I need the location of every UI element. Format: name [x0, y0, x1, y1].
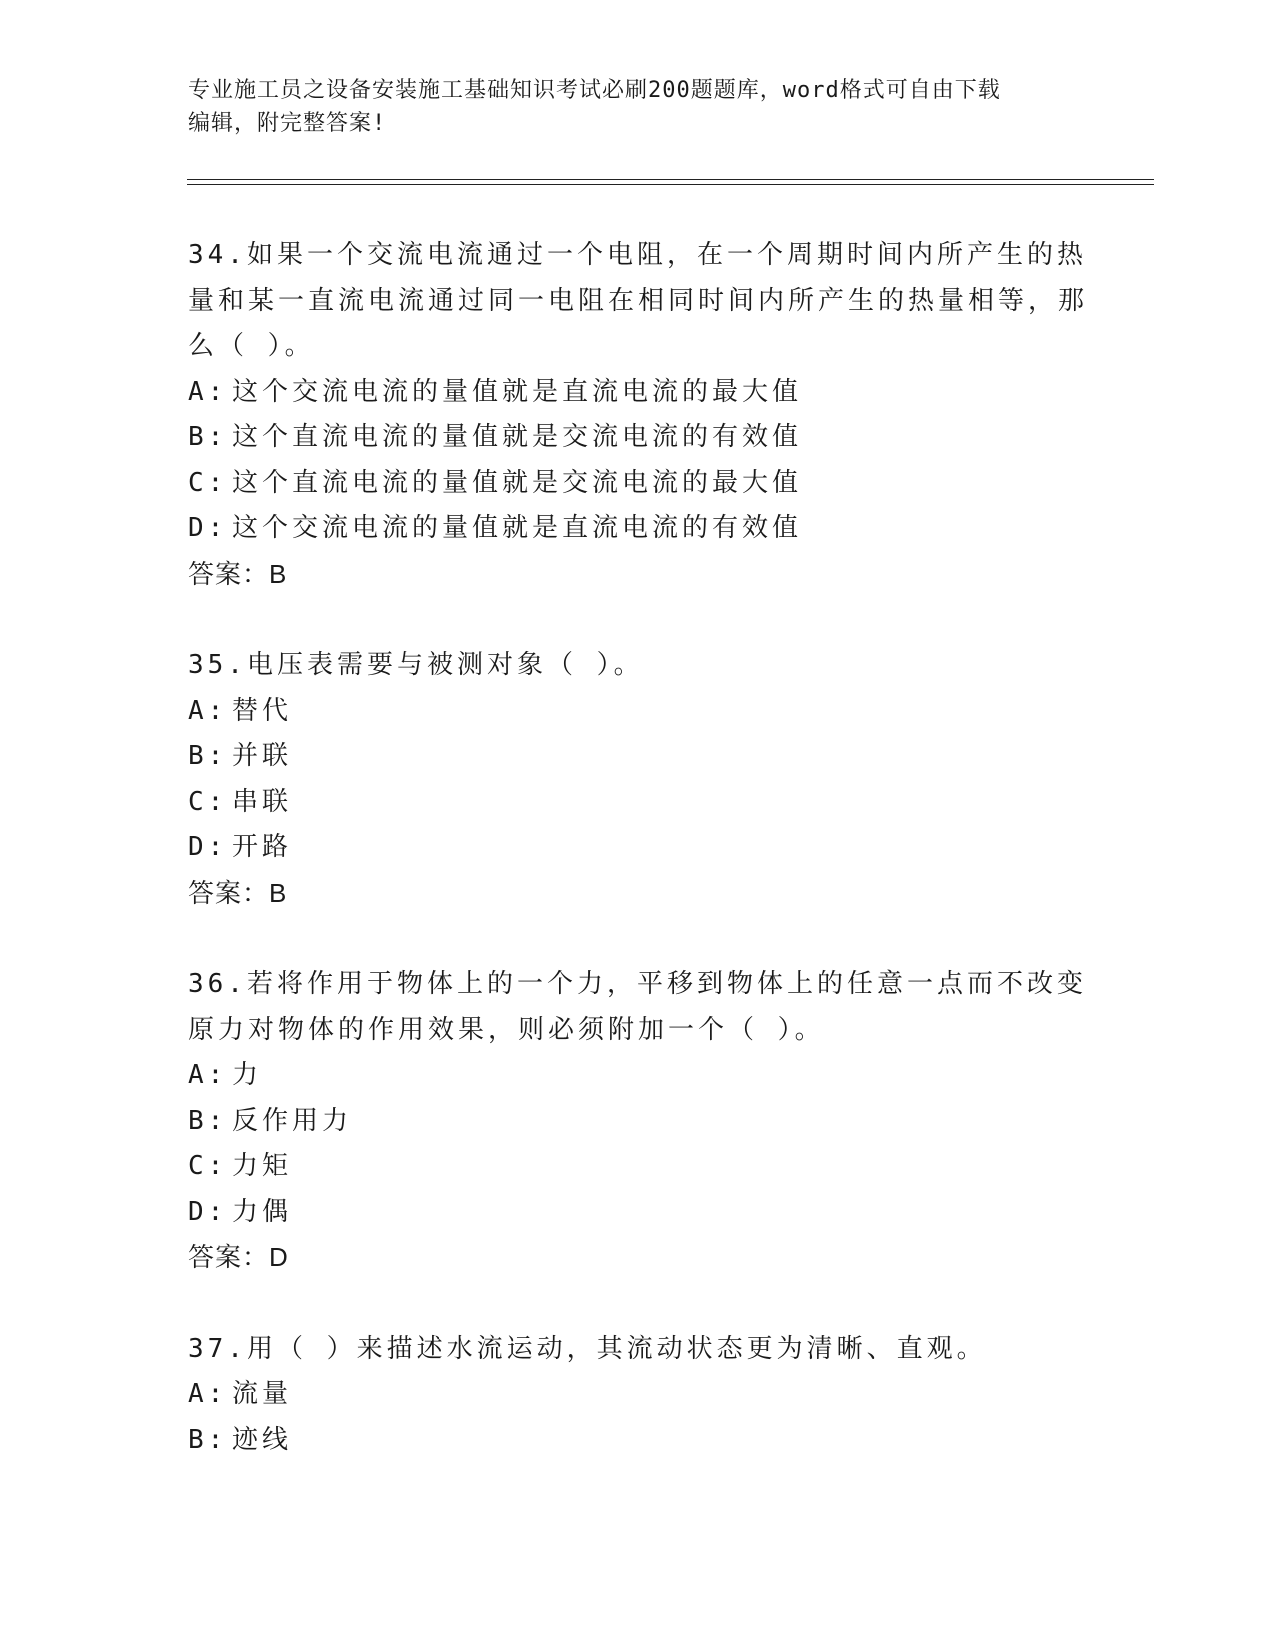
- option-text: 力矩: [232, 1151, 293, 1181]
- header-title-line-1: 专业施工员之设备安装施工基础知识考试必刷200题题库，word格式可自由下载: [188, 78, 1001, 103]
- question-text: 用（ ）来描述水流运动，其流动状态更为清晰、直观。: [246, 1333, 987, 1364]
- option-letter: B:: [188, 1105, 228, 1136]
- question-number: 37.: [188, 1333, 247, 1364]
- option-text: 迹线: [232, 1424, 293, 1455]
- question-text: 若将作用于物体上的一个力，平移到物体上的任意一点而不改变原力对物体的作用效果，则必须附加一个（ ）。: [188, 969, 1087, 1045]
- question-stem: [188, 643, 1088, 689]
- option-letter: A:: [188, 695, 228, 726]
- question-36: [188, 962, 1088, 1281]
- option-letter: A:: [188, 1379, 228, 1409]
- option-d: [188, 1190, 1088, 1236]
- option-list: [188, 689, 1088, 871]
- option-text: 串联: [232, 786, 293, 817]
- option-letter: D:: [188, 513, 228, 543]
- question-number: 36.: [188, 969, 247, 999]
- option-text: 力: [232, 1060, 263, 1090]
- question-list: [188, 233, 1088, 1509]
- option-text: 这个直流电流的量值就是交流电流的有效值: [232, 422, 803, 452]
- header-divider-top: [187, 179, 1154, 180]
- option-text: 这个直流电流的量值就是交流电流的最大值: [232, 467, 803, 498]
- question-number: 34.: [188, 240, 247, 270]
- option-c: [188, 1144, 1088, 1190]
- option-list: [188, 370, 1088, 552]
- document-header: [188, 74, 1088, 140]
- option-letter: B:: [188, 422, 228, 452]
- option-text: 流量: [232, 1379, 293, 1409]
- option-letter: B:: [188, 741, 228, 771]
- question-37: [188, 1327, 1088, 1464]
- option-a: [188, 370, 1088, 416]
- option-a: [188, 1372, 1088, 1418]
- question-text: 电压表需要与被测对象（ ）。: [246, 650, 644, 680]
- option-a: [188, 689, 1088, 735]
- option-letter: C:: [188, 786, 228, 817]
- question-35: [188, 643, 1088, 916]
- option-text: 并联: [232, 741, 293, 771]
- option-text: 开路: [232, 832, 293, 862]
- header-title-line-2: 编辑，附完整答案!: [188, 111, 387, 136]
- option-c: [188, 780, 1088, 826]
- option-letter: A:: [188, 376, 228, 407]
- option-letter: C:: [188, 1151, 228, 1181]
- option-text: 反作用力: [232, 1105, 353, 1136]
- option-a: [188, 1053, 1088, 1099]
- question-text: 如果一个交流电流通过一个电阻，在一个周期时间内所产生的热量和某一直流电流通过同一电阻在相同时间内所产生的热量相等，那么（ ）。: [188, 240, 1089, 361]
- option-text: 这个交流电流的量值就是直流电流的有效值: [232, 513, 803, 543]
- option-b: [188, 415, 1088, 461]
- question-34: [188, 233, 1088, 597]
- option-text: 这个交流电流的量值就是直流电流的最大值: [232, 376, 803, 407]
- question-stem: [188, 962, 1088, 1053]
- answer-line: 答案：B: [188, 558, 288, 589]
- question-stem: [188, 1327, 1088, 1373]
- option-list: [188, 1372, 1088, 1463]
- answer-line: 答案：D: [188, 1242, 289, 1272]
- option-b: [188, 1099, 1088, 1145]
- option-letter: B:: [188, 1424, 228, 1455]
- option-letter: D:: [188, 832, 228, 862]
- header-divider-bottom: [187, 184, 1154, 185]
- option-b: [188, 1418, 1088, 1464]
- option-list: [188, 1053, 1088, 1235]
- option-text: 替代: [232, 695, 293, 726]
- option-d: [188, 506, 1088, 552]
- answer-line: 答案：B: [188, 877, 288, 908]
- option-d: [188, 825, 1088, 871]
- option-letter: A:: [188, 1060, 228, 1090]
- question-stem: [188, 233, 1088, 370]
- option-letter: C:: [188, 467, 228, 498]
- option-letter: D:: [188, 1196, 228, 1227]
- option-c: [188, 461, 1088, 507]
- option-text: 力偶: [232, 1196, 293, 1227]
- question-number: 35.: [188, 650, 247, 680]
- option-b: [188, 734, 1088, 780]
